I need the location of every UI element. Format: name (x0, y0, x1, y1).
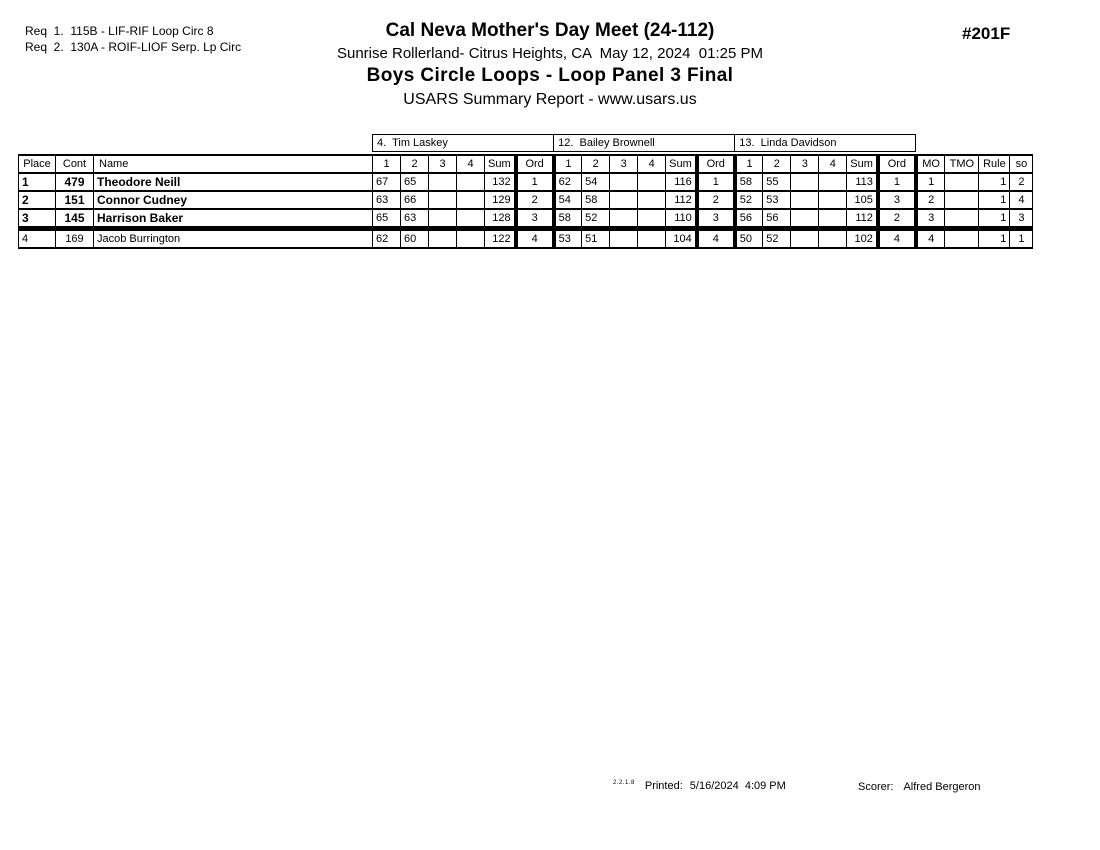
ordinal-cell: 4 (878, 229, 916, 249)
skater-name-cell: Theodore Neill (94, 173, 373, 191)
rule-cell: 1 (979, 173, 1010, 191)
col-tmo: TMO (945, 155, 979, 173)
score-cell: 55 (763, 173, 791, 191)
score-cell (610, 173, 638, 191)
results-table (18, 134, 1033, 249)
contestant-number-cell: 479 (56, 173, 94, 191)
col-score-2: 2 (582, 155, 610, 173)
report-type-line: USARS Summary Report - www.usars.us (403, 91, 697, 108)
scorer-name: Alfred Bergeron (903, 781, 981, 793)
score-cell: 67 (373, 173, 401, 191)
score-cell: 51 (582, 229, 610, 249)
col-ord: Ord (516, 155, 554, 173)
col-score-4: 4 (457, 155, 485, 173)
score-cell (638, 191, 666, 209)
score-cell (819, 209, 847, 229)
score-cell: 62 (554, 173, 582, 191)
spacer-cell (19, 135, 373, 152)
sum-cell: 105 (847, 191, 878, 209)
majority-ordinal-cell: 1 (916, 173, 945, 191)
score-cell (429, 209, 457, 229)
ordinal-cell: 2 (697, 191, 735, 209)
score-cell: 58 (735, 173, 763, 191)
scorer-info (858, 781, 981, 793)
sum-ordinals-cell: 1 (1010, 229, 1033, 249)
ordinal-cell: 3 (697, 209, 735, 229)
score-cell: 63 (373, 191, 401, 209)
col-rule: Rule (979, 155, 1010, 173)
event-title: Boys Circle Loops - Loop Panel 3 Final (366, 65, 734, 86)
contestant-number-cell: 151 (56, 191, 94, 209)
score-cell (819, 229, 847, 249)
majority-ordinal-cell: 4 (916, 229, 945, 249)
total-majority-ordinal-cell (945, 191, 979, 209)
col-score-2: 2 (401, 155, 429, 173)
score-cell: 65 (401, 173, 429, 191)
score-cell (429, 173, 457, 191)
score-cell (638, 173, 666, 191)
score-cell: 54 (554, 191, 582, 209)
place-cell: 4 (19, 229, 56, 249)
skater-name-cell: Connor Cudney (94, 191, 373, 209)
score-cell: 63 (401, 209, 429, 229)
scorer-label: Scorer: (858, 781, 894, 793)
score-cell (457, 191, 485, 209)
ordinal-cell: 3 (516, 209, 554, 229)
result-row (19, 209, 1033, 229)
judge-header-row (19, 135, 1033, 152)
sum-ordinals-cell: 3 (1010, 209, 1033, 229)
spacer-cell (916, 135, 1033, 152)
skater-name-cell: Harrison Baker (94, 209, 373, 229)
score-cell: 62 (373, 229, 401, 249)
sum-cell: 116 (666, 173, 697, 191)
total-majority-ordinal-cell (945, 173, 979, 191)
sum-cell: 112 (666, 191, 697, 209)
judge-2-header: 12. Bailey Brownell (554, 135, 735, 152)
score-cell: 53 (554, 229, 582, 249)
col-so: so (1010, 155, 1033, 173)
printed-timestamp: 5/16/2024 4:09 PM (689, 780, 786, 792)
place-cell: 2 (19, 191, 56, 209)
judge-1-header: 4. Tim Laskey (373, 135, 554, 152)
skater-name-cell: Jacob Burrington (94, 229, 373, 249)
col-sum: Sum (485, 155, 516, 173)
score-cell (429, 229, 457, 249)
sum-ordinals-cell: 4 (1010, 191, 1033, 209)
col-score-1: 1 (735, 155, 763, 173)
col-score-3: 3 (429, 155, 457, 173)
score-cell (819, 191, 847, 209)
total-majority-ordinal-cell (945, 209, 979, 229)
col-ord: Ord (878, 155, 916, 173)
score-cell (610, 191, 638, 209)
score-cell (457, 229, 485, 249)
score-cell (610, 229, 638, 249)
result-row (19, 173, 1033, 191)
score-cell: 66 (401, 191, 429, 209)
sum-cell: 110 (666, 209, 697, 229)
contestant-number-cell: 169 (56, 229, 94, 249)
software-version: 2.2.1.8 (613, 780, 635, 786)
score-cell: 58 (554, 209, 582, 229)
ordinal-cell: 1 (878, 173, 916, 191)
score-cell: 65 (373, 209, 401, 229)
event-number: #201F (962, 24, 1011, 43)
sum-cell: 132 (485, 173, 516, 191)
score-cell: 60 (401, 229, 429, 249)
score-cell: 50 (735, 229, 763, 249)
judge-3-header: 13. Linda Davidson (735, 135, 916, 152)
col-score-3: 3 (791, 155, 819, 173)
rule-cell: 1 (979, 229, 1010, 249)
place-cell: 3 (19, 209, 56, 229)
rule-cell: 1 (979, 191, 1010, 209)
score-cell: 53 (763, 191, 791, 209)
majority-ordinal-cell: 2 (916, 191, 945, 209)
column-header-row (19, 155, 1033, 173)
rule-cell: 1 (979, 209, 1010, 229)
requirement-2: Req 2. 130A - ROIF-LIOF Serp. Lp Circ (25, 40, 242, 54)
place-cell: 1 (19, 173, 56, 191)
col-score-1: 1 (554, 155, 582, 173)
ordinal-cell: 3 (878, 191, 916, 209)
score-cell (791, 191, 819, 209)
ordinal-cell: 1 (697, 173, 735, 191)
col-sum: Sum (666, 155, 697, 173)
printed-info (613, 780, 786, 792)
col-cont: Cont (56, 155, 94, 173)
score-cell: 54 (582, 173, 610, 191)
title-block (0, 20, 1100, 109)
col-name: Name (94, 155, 373, 173)
printed-label: Printed: (644, 780, 683, 792)
total-majority-ordinal-cell (945, 229, 979, 249)
score-cell (610, 209, 638, 229)
sum-cell: 129 (485, 191, 516, 209)
col-score-4: 4 (819, 155, 847, 173)
score-cell (791, 173, 819, 191)
score-cell: 56 (735, 209, 763, 229)
majority-ordinal-cell: 3 (916, 209, 945, 229)
sum-cell: 113 (847, 173, 878, 191)
col-ord: Ord (697, 155, 735, 173)
sum-cell: 102 (847, 229, 878, 249)
score-cell: 52 (763, 229, 791, 249)
score-cell (819, 173, 847, 191)
result-row (19, 191, 1033, 209)
score-cell (457, 173, 485, 191)
score-cell: 52 (735, 191, 763, 209)
sum-cell: 104 (666, 229, 697, 249)
score-cell (638, 229, 666, 249)
col-score-2: 2 (763, 155, 791, 173)
result-row (19, 229, 1033, 249)
ordinal-cell: 4 (697, 229, 735, 249)
meet-title: Cal Neva Mother's Day Meet (24-112) (385, 20, 715, 41)
results-table-wrap (18, 134, 1033, 249)
score-cell (429, 191, 457, 209)
contestant-number-cell: 145 (56, 209, 94, 229)
score-cell: 52 (582, 209, 610, 229)
ordinal-cell: 4 (516, 229, 554, 249)
col-sum: Sum (847, 155, 878, 173)
sum-cell: 122 (485, 229, 516, 249)
score-cell: 56 (763, 209, 791, 229)
col-score-1: 1 (373, 155, 401, 173)
sum-cell: 128 (485, 209, 516, 229)
score-cell (638, 209, 666, 229)
ordinal-cell: 2 (516, 191, 554, 209)
score-cell (791, 229, 819, 249)
ordinal-cell: 1 (516, 173, 554, 191)
ordinal-cell: 2 (878, 209, 916, 229)
requirement-1: Req 1. 115B - LIF-RIF Loop Circ 8 (25, 24, 214, 38)
score-cell (791, 209, 819, 229)
col-place: Place (19, 155, 56, 173)
col-score-3: 3 (610, 155, 638, 173)
col-mo: MO (916, 155, 945, 173)
sum-ordinals-cell: 2 (1010, 173, 1033, 191)
sum-cell: 112 (847, 209, 878, 229)
col-score-4: 4 (638, 155, 666, 173)
score-cell: 58 (582, 191, 610, 209)
score-cell (457, 209, 485, 229)
venue-date-line: Sunrise Rollerland- Citrus Heights, CA May 12, 2024 01:25 PM (336, 45, 764, 62)
